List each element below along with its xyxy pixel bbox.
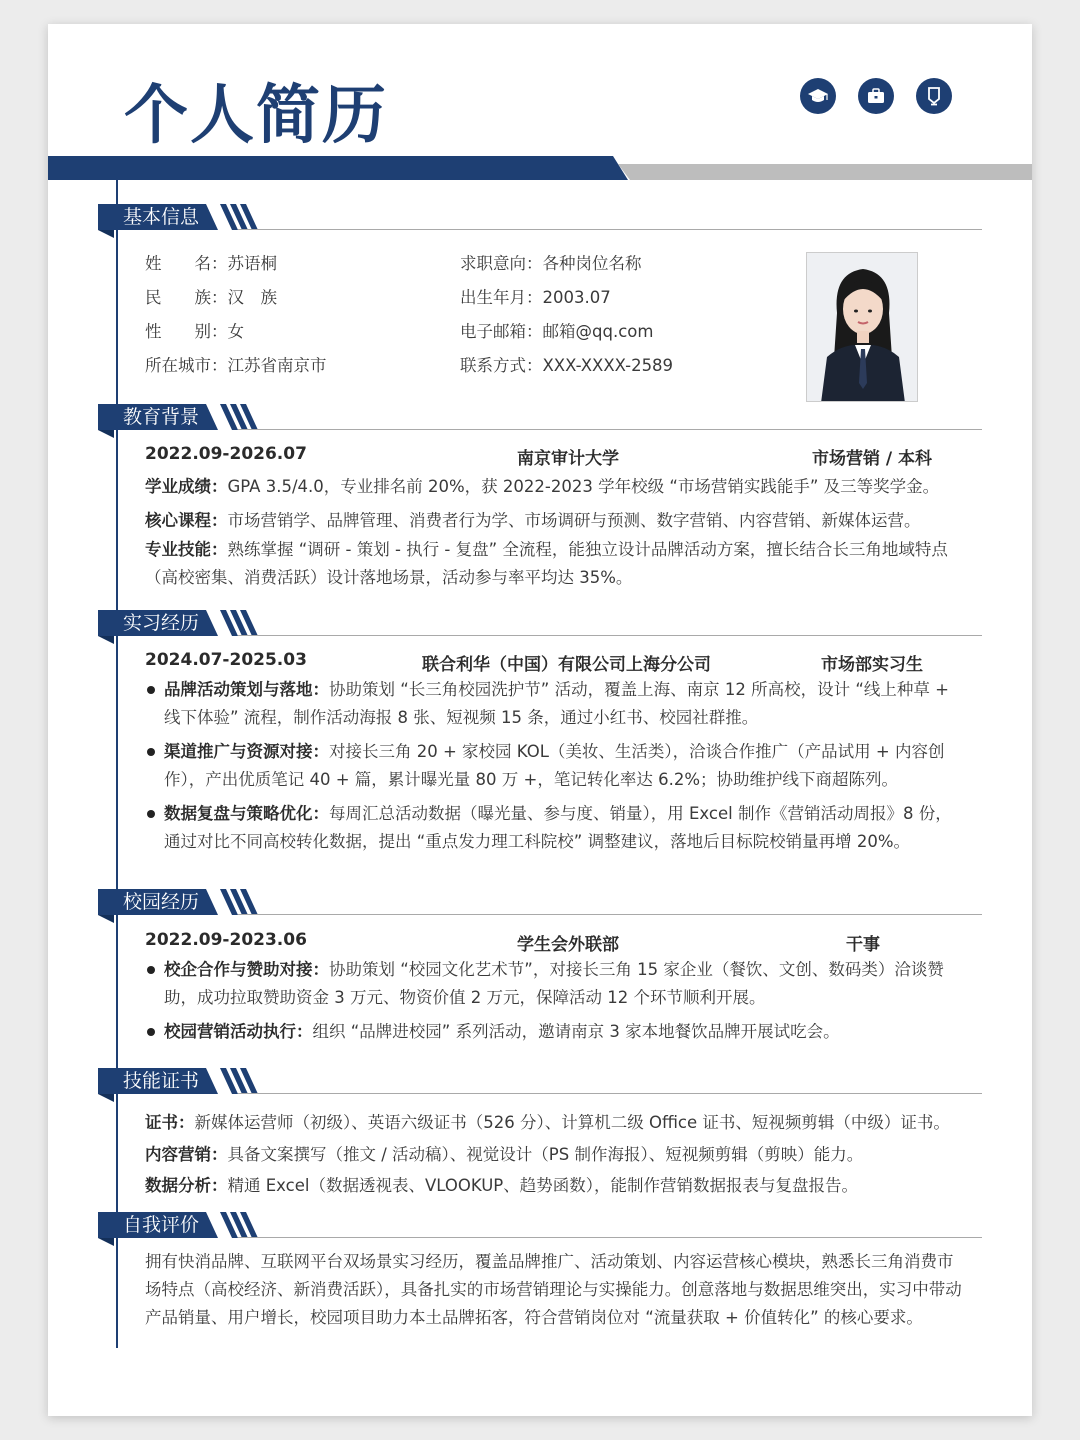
edu-school: 南京审计大学 bbox=[517, 449, 619, 469]
bullet-dot bbox=[147, 966, 155, 974]
campus-org: 学生会外联部 bbox=[517, 935, 619, 955]
bullet-dot bbox=[147, 1028, 155, 1036]
data-text: 精通 Excel（数据透视表、VLOOKUP、趋势函数），能制作营销数据报表与复盘报告。 bbox=[227, 1176, 858, 1195]
graduation-cap-icon bbox=[800, 78, 836, 114]
section-basic-header bbox=[98, 204, 1032, 234]
bullet-dot bbox=[147, 810, 155, 818]
section-title: 教育背景 bbox=[123, 406, 200, 428]
page-title: 个人简历 bbox=[124, 79, 388, 153]
edu-skills-text: 熟练掌握 “调研 - 策划 - 执行 - 复盘” 全流程，能独立设计品牌活动方案，擅长结合长三角地域特点（高校密集、消费活跃）设计落地场景，活动参与率平均达 35%。 bbox=[145, 540, 948, 587]
list-item: 校园营销活动执行：组织 “品牌进校园” 系列活动，邀请南京 3 家本地餐饮品牌开展试吃会。 bbox=[164, 1022, 840, 1041]
job-label: 求职意向： bbox=[460, 254, 543, 273]
intern-role: 市场部实习生 bbox=[821, 655, 923, 675]
data-label: 数据分析： bbox=[145, 1176, 228, 1195]
section-title: 校园经历 bbox=[123, 891, 200, 913]
section-title: 基本信息 bbox=[123, 206, 200, 228]
campus-date: 2022.09-2023.06 bbox=[145, 930, 307, 950]
resume-sheet bbox=[48, 24, 1032, 1416]
list-item: 品牌活动策划与落地：协助策划 “长三角校园洗护节” 活动，覆盖上海、南京 12 所高校，设计 “线上种草 + 线下体验” 流程，制作活动海报 8 张、短视频 15 条，通过小红书、校园社群推。 bbox=[164, 680, 949, 727]
briefcase-icon bbox=[858, 78, 894, 114]
content-label: 内容营销： bbox=[145, 1145, 228, 1164]
ethnic-value: 汉 族 bbox=[227, 288, 277, 307]
cert-text: 新媒体运营师（初级）、英语六级证书（526 分）、计算机二级 Office 证书、短视频剪辑（中级）证书。 bbox=[194, 1113, 950, 1132]
list-item: 数据复盘与策略优化：每周汇总活动数据（曝光量、参与度、销量），用 Excel 制作《营销活动周报》8 份，通过对比不同高校转化数据，提出 “重点发力理工科院校” 调整建议，落地后目标院校销量再增 20%。 bbox=[164, 804, 952, 851]
city-label: 所在城市： bbox=[145, 356, 228, 375]
courses-label: 核心课程： bbox=[145, 511, 228, 530]
phone-label: 联系方式： bbox=[460, 356, 543, 375]
edu-major: 市场营销 / 本科 bbox=[812, 449, 933, 469]
section-internship-header bbox=[98, 610, 1032, 640]
section-title: 自我评价 bbox=[123, 1214, 200, 1236]
ethnic-label: 民 族： bbox=[145, 288, 228, 307]
section-self-header bbox=[98, 1212, 1032, 1242]
bullet-dot bbox=[147, 686, 155, 694]
gpa-label: 学业成绩： bbox=[145, 477, 228, 496]
gender-value: 女 bbox=[227, 322, 244, 341]
courses-text: 市场营销学、品牌管理、消费者行为学、市场调研与预测、数字营销、内容营销、新媒体运营。 bbox=[227, 511, 921, 530]
timeline-line bbox=[116, 180, 118, 1348]
header-band-blue bbox=[48, 156, 628, 180]
birth-value: 2003.07 bbox=[542, 288, 611, 307]
self-evaluation-text: 拥有快消品牌、互联网平台双场景实习经历，覆盖品牌推广、活动策划、内容运营核心模块，熟悉长三角消费市场特点（高校经济、新消费活跃），具备扎实的市场营销理论与实操能力。创意落地与数据思维突出，实习中带动产品销量、用户增长，校园项目助力本土品牌拓客，符合营销岗位对 “流量获取 + 价值转化” 的核心要求。 bbox=[145, 1252, 962, 1327]
profile-photo bbox=[806, 252, 918, 402]
gpa-text: GPA 3.5/4.0，专业排名前 20%，获 2022-2023 学年校级 “市场营销实践能手” 及三等奖学金。 bbox=[227, 477, 940, 496]
list-item: 渠道推广与资源对接：对接长三角 20 + 家校园 KOL（美妆、生活类），洽谈合作推广（产品试用 + 内容创作），产出优质笔记 40 + 篇，累计曝光量 80 万 +，笔记转化率达 6.2%；协助维护线下商超陈列。 bbox=[164, 742, 945, 789]
bullet-dot bbox=[147, 748, 155, 756]
cert-label: 证书： bbox=[145, 1113, 195, 1132]
birth-label: 出生年月： bbox=[460, 288, 543, 307]
campus-role: 干事 bbox=[846, 935, 880, 955]
badge-icon bbox=[916, 78, 952, 114]
header-band-gray bbox=[618, 164, 1032, 180]
list-item: 校企合作与赞助对接：协助策划 “校园文化艺术节”，对接长三角 15 家企业（餐饮、文创、数码类）洽谈赞助，成功拉取赞助资金 3 万元、物资价值 2 万元，保障活动 12 个环节顺利开展。 bbox=[164, 960, 944, 1007]
name-value: 苏语桐 bbox=[227, 254, 277, 273]
phone-value: XXX-XXXX-2589 bbox=[542, 356, 674, 375]
content-text: 具备文案撰写（推文 / 活动稿）、视觉设计（PS 制作海报）、短视频剪辑（剪映）能力。 bbox=[227, 1145, 864, 1164]
intern-company: 联合利华（中国）有限公司上海分公司 bbox=[422, 655, 711, 675]
edu-date: 2022.09-2026.07 bbox=[145, 444, 307, 464]
edu-skills-label: 专业技能： bbox=[145, 540, 228, 559]
city-value: 江苏省南京市 bbox=[227, 356, 327, 375]
email-label: 电子邮箱： bbox=[460, 322, 543, 341]
intern-date: 2024.07-2025.03 bbox=[145, 650, 307, 670]
email-value: 邮箱@qq.com bbox=[542, 322, 654, 341]
section-title: 实习经历 bbox=[123, 612, 200, 634]
name-label: 姓 名： bbox=[145, 254, 228, 273]
section-campus-header bbox=[98, 889, 1032, 919]
section-skills-header bbox=[98, 1068, 1032, 1098]
section-title: 技能证书 bbox=[123, 1070, 200, 1092]
gender-label: 性 别： bbox=[145, 322, 228, 341]
section-education-header bbox=[98, 404, 1032, 434]
job-value: 各种岗位名称 bbox=[542, 254, 642, 273]
